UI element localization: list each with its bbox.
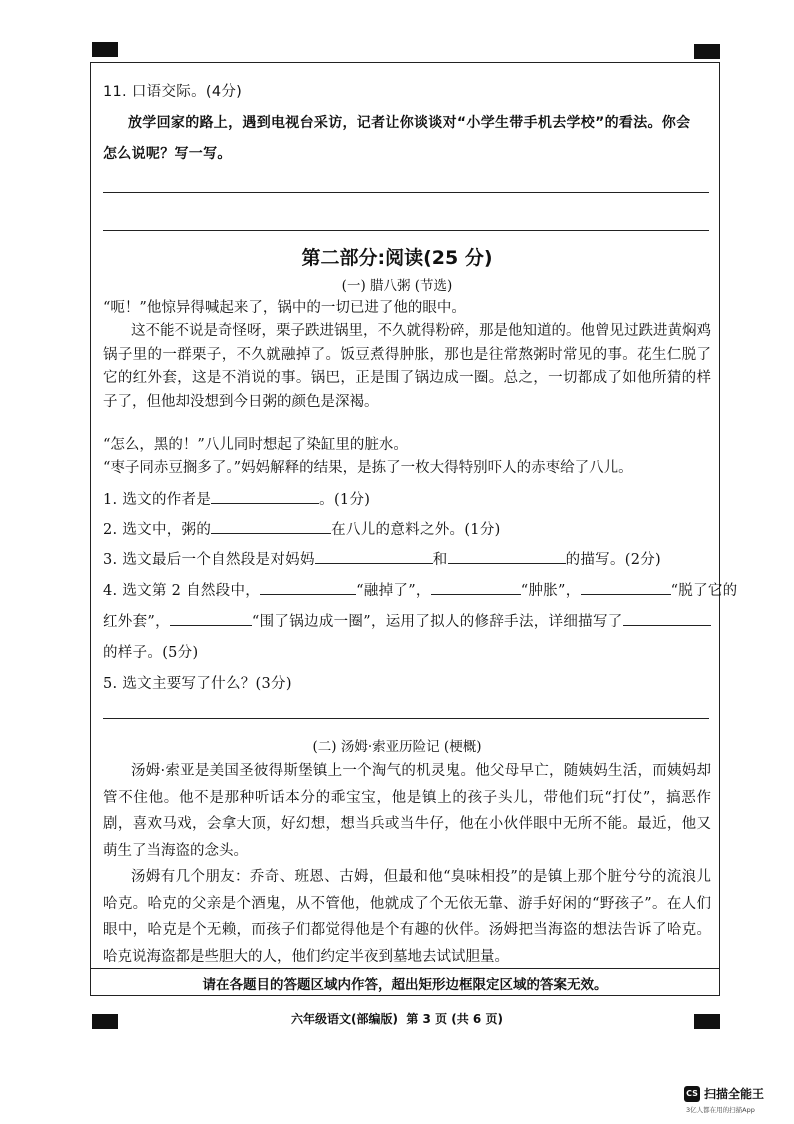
scanner-app-name: 扫描全能王 xyxy=(704,1087,765,1101)
q11-answer-line-1[interactable] xyxy=(103,192,709,193)
q4-answer-blank-5[interactable] xyxy=(623,611,711,626)
q4-answer-blank-3[interactable] xyxy=(581,580,671,595)
passage1-para3: “怎么，黑的！”八儿同时想起了染缸里的脏水。 xyxy=(103,437,408,453)
passage2-para2: 汤姆有几个朋友：乔奇、班恩、古姆，但最和他“臭味相投”的是镇上那个脏兮兮的流浪儿哈克。哈克的父亲是个酒鬼，从不管他，他就成了个无依无靠、游手好闲的“野孩子”。在人们眼中，哈克是个无赖，而孩子们都觉得他是个有趣的伙伴。汤姆把当海盗的想法告诉了哈克。哈克说海盗都是些胆大的人，他们约定半夜到墓地去试试胆量。 xyxy=(103,869,711,965)
q4-text-d: “脱了它的 xyxy=(670,583,738,599)
q2-text-a: 2. 选文中，粥的 xyxy=(103,522,212,538)
q3-answer-blank-2[interactable] xyxy=(448,549,566,564)
q3-answer-blank-1[interactable] xyxy=(315,549,433,564)
passage1-para2: 这不能不说是奇怪呀，栗子跌进锅里，不久就得粉碎，那是他知道的。他曾见过跌进黄焖鸡锅子里的一群栗子，不久就融掉了。饭豆煮得肿胀，那也是往常熬粥时常见的事。花生仁脱了它的红外套，这是不消说的事。锅巴，正是围了锅边成一圈。总之，一切都成了如他所猜的样子了，但他却没想到今日粥的颜色是深褐。 xyxy=(103,323,711,410)
q1-answer-blank[interactable] xyxy=(211,489,319,504)
question-1 xyxy=(103,488,370,509)
q4-text-c: “肿胀”， xyxy=(520,583,581,599)
question-5: 5. 选文主要写了什么？(3分) xyxy=(103,676,292,692)
q4-text-e: 红外套”， xyxy=(103,614,170,630)
q1-text-a: 1. 选文的作者是 xyxy=(103,492,212,508)
scanner-logo-icon: CS xyxy=(684,1086,700,1102)
question-3 xyxy=(103,548,661,569)
q5-answer-line[interactable] xyxy=(103,718,709,719)
q4-text-g: 的样子。(5分) xyxy=(103,645,199,661)
question-4-line1 xyxy=(103,579,737,600)
q4-text-f: “围了锅边成一圈”，运用了拟人的修辞手法，详细描写了 xyxy=(251,614,623,630)
registration-mark-top-left xyxy=(92,42,118,57)
q2-answer-blank[interactable] xyxy=(211,519,331,534)
q3-text-b: 和 xyxy=(432,552,448,568)
q2-text-b: 在八儿的意料之外。(1分) xyxy=(331,522,501,538)
q4-answer-blank-2[interactable] xyxy=(431,580,521,595)
q4-answer-blank-4[interactable] xyxy=(170,611,252,626)
part2-heading: 第二部分:阅读(25 分) xyxy=(301,247,493,269)
q11-prompt-line1: 放学回家的路上，遇到电视台采访，记者让你谈谈对“小学生带手机去学校”的看法。你会 xyxy=(128,115,691,131)
answer-area-notice: 请在各题目的答题区域内作答，超出矩形边框限定区域的答案无效。 xyxy=(202,977,608,993)
q11-prompt-line2: 怎么说呢？写一写。 xyxy=(103,146,232,162)
q4-answer-blank-1[interactable] xyxy=(260,580,356,595)
q3-text-c: 的描写。(2分) xyxy=(565,552,662,568)
scanner-app-tagline: 3亿人都在用的扫描App xyxy=(686,1106,755,1114)
passage2-para1: 汤姆·索亚是美国圣彼得斯堡镇上一个淘气的机灵鬼。他父母早亡，随姨妈生活，而姨妈却管不住他。他不是那种听话本分的乖宝宝，他是镇上的孩子头儿，带他们玩“打仗”，搞恶作剧，喜欢马戏，会拿大顶，好幻想，想当兵或当牛仔，他在小伙伴眼中无所不能。最近，他又萌生了当海盗的念头。 xyxy=(103,763,711,859)
passage1-title: (一) 腊八粥 (节选) xyxy=(341,278,453,294)
passage1-para4: “枣子同赤豆搁多了。”妈妈解释的结果，是拣了一枚大得特别吓人的赤枣给了八儿。 xyxy=(103,460,633,476)
page-footer: 六年级语文(部编版) 第 3 页 (共 6 页) xyxy=(291,1012,503,1026)
question-2 xyxy=(103,518,501,539)
question-4-line2 xyxy=(103,610,711,631)
q1-text-b: 。(1分) xyxy=(319,492,371,508)
q4-text-a: 4. 选文第 2 自然段中， xyxy=(103,583,261,599)
passage2-title: (二) 汤姆·索亚历险记 (梗概) xyxy=(312,739,482,755)
q4-text-b: “融掉了”， xyxy=(356,583,431,599)
q3-text-a: 3. 选文最后一个自然段是对妈妈 xyxy=(103,552,315,568)
q11-answer-line-2[interactable] xyxy=(103,230,709,231)
registration-mark-top-right xyxy=(694,44,720,59)
q11-title: 11. 口语交际。(4分) xyxy=(103,84,243,100)
passage1-para1: “呃！”他惊异得喊起来了，锅中的一切已进了他的眼中。 xyxy=(103,300,466,316)
